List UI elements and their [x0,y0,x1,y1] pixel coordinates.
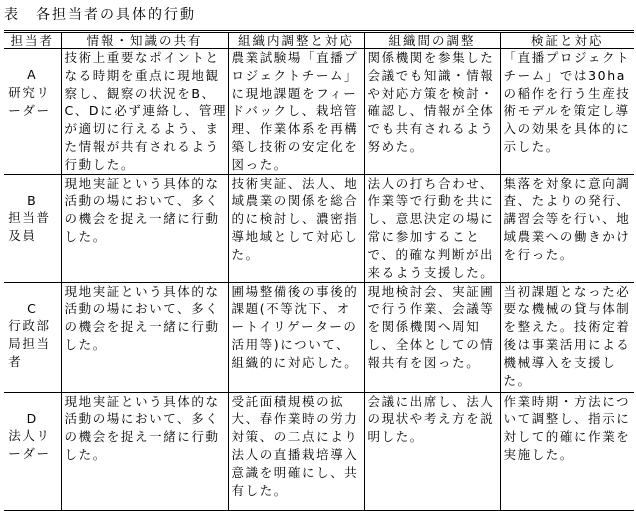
header-info-sharing: 情報・知識の共有 [61,32,228,49]
person-cell [4,49,61,175]
person-id: A [27,67,38,82]
header-inter-org-coordination: 組織間の調整 [364,32,500,49]
internal-cell: 農業試験場「直播プロジェクトチーム」に現地課題をフィードバックし、栽培管理、作業体系を再構築し技術の安定化を図った。 [228,49,364,175]
verification-cell: 当初課題となった必要な機械の貸与体制を整えた。技術定着後は事業活用による機械導入を支援した。 [500,282,634,392]
inter-org-cell: 法人の打ち合わせ、作業等で行動を共にし、意思決定の場に常に参加することで、的確な判断が出来るよう支援した。 [364,174,500,282]
header-verification: 検証と対応 [500,32,634,49]
header-row [4,32,634,49]
table-row [4,174,634,282]
table-row [4,282,634,392]
internal-cell: 受託面積規模の拡大、春作業時の労力対策、の二点により法人の直播栽培導入意識を明確にし、共有した。 [228,392,364,510]
verification-cell: 集落を対象に意向調査、たよりの発行、講習会等を行い、地域農業への働きかけを行った。 [500,174,634,282]
header-internal-coordination: 組織内調整と対応 [228,32,364,49]
person-role: 研究リーダー [8,84,51,118]
inter-org-cell: 現地検討会、実証圃で行う作業、会議等を関係機関へ周知し、全体としての情報共有を図った。 [364,282,500,392]
info-sharing-cell: 現地実証という具体的な活動の場において、多くの機会を捉え一緒に行動した。 [61,282,228,392]
person-cell [4,174,61,282]
info-sharing-cell: 現地実証という具体的な活動の場において、多くの機会を捉え一緒に行動した。 [61,174,228,282]
internal-cell: 圃場整備後の事後的課題(不等沈下、オートイリゲーターの活用等)について、組織的に対応した。 [228,282,364,392]
header-person: 担当者 [4,32,61,49]
verification-cell: 作業時期・方法について調整し、指示に対して的確に作業を実施した。 [500,392,634,510]
internal-cell: 技術実証、法人、地域農業の関係を総合的に検討し、濃密指導地域として対応した。 [228,174,364,282]
table-row [4,49,634,175]
person-role: 行政部局担当者 [8,318,51,369]
info-sharing-cell: 現地実証という具体的な活動の場において、多くの機会を捉え一緒に行動した。 [61,392,228,510]
inter-org-cell: 関係機関を参集した会議でも知識・情報や対応方策を検討・確認し、情報が全体でも共有されるよう努めた。 [364,49,500,175]
person-role: 担当普及員 [8,210,51,244]
person-cell [4,282,61,392]
table-title: 表 各担当者の具体的行動 [4,7,196,23]
person-role: 法人リーダー [8,428,51,462]
responsibility-table [4,30,634,511]
person-cell [4,392,61,510]
person-id: D [26,410,38,426]
verification-cell: 「直播プロジェクトチーム」では30haの稲作を行う生産技術モデルを策定し導入の効果を具体的に示した。 [500,49,634,175]
info-sharing-cell: 技術上重要なポイントとなる時期を重点に現地観察し、観察の状況をB、C、Dに必ず連絡し、管理が適切に行えるよう、また情報が共有されるよう行動した。 [61,49,228,175]
person-id: B [27,192,38,208]
inter-org-cell: 会議に出席し、法人の現状や考え方を説明した。 [364,392,500,510]
table-row [4,392,634,510]
person-id: C [27,300,38,316]
